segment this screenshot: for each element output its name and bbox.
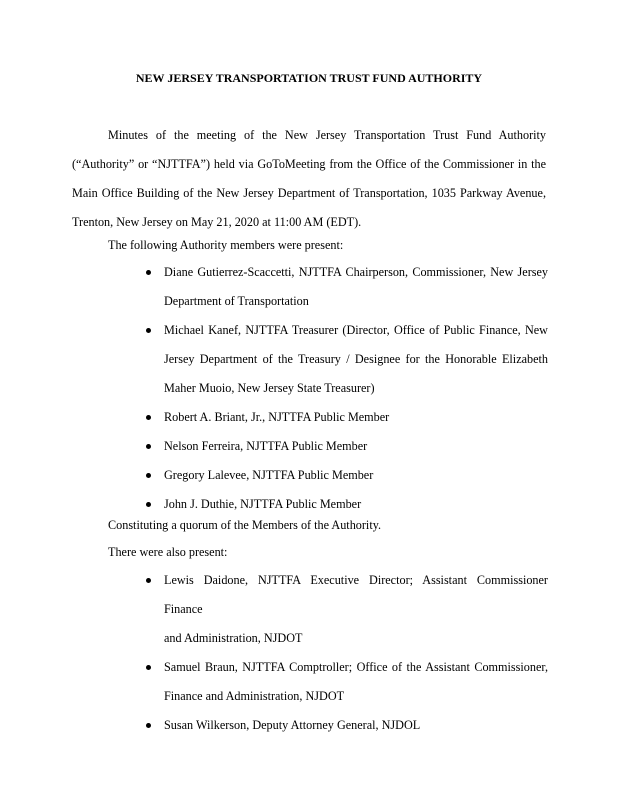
member-line: Jersey Department of the Treasury / Designee for the Honorable Elizabeth [164,352,548,366]
quorum-text: Constituting a quorum of the Members of the Authority. [108,518,382,532]
list-item [144,316,548,403]
attendee-line: Finance and Administration, NJDOT [164,689,345,703]
member-line: Michael Kanef, NJTTFA Treasurer (Director, Office of Public Finance, New [164,323,548,337]
list-item [144,258,548,316]
member-line: Robert A. Briant, Jr., NJTTFA Public Member [164,410,390,424]
bullet-icon [146,415,151,420]
attendee-line: and Administration, NJDOT [164,631,303,645]
members-list [144,258,548,519]
intro-line: Main Office Building of the New Jersey Department of Transportation, 1035 Parkway Avenue, [72,186,546,200]
member-line: Nelson Ferreira, NJTTFA Public Member [164,439,368,453]
document-title: NEW JERSEY TRANSPORTATION TRUST FUND AUTHORITY [135,71,483,85]
attendee-line: Lewis Daidone, NJTTFA Executive Director; Assistant Commissioner Finance [164,573,548,616]
list-item [144,461,548,490]
intro-line: Minutes of the meeting of the New Jersey Transportation Trust Fund Authority [108,128,546,142]
also-present-intro: There were also present: [108,545,228,559]
intro-paragraph [72,121,546,237]
attendee-line: Susan Wilkerson, Deputy Attorney General, NJDOL [164,718,421,732]
intro-line: (“Authority” or “NJTTFA”) held via GoToMeeting from the Office of the Commissioner in the [72,157,546,171]
members-intro: The following Authority members were present: [108,238,344,252]
list-item [144,432,548,461]
member-line: Gregory Lalevee, NJTTFA Public Member [164,468,374,482]
intro-line: Trenton, New Jersey on May 21, 2020 at 11:00 AM (EDT). [72,215,362,229]
member-line: Diane Gutierrez-Scaccetti, NJTTFA Chairperson, Commissioner, New Jersey [164,265,548,279]
bullet-icon [146,473,151,478]
bullet-icon [146,665,151,670]
member-line: John J. Duthie, NJTTFA Public Member [164,497,362,511]
list-item [144,566,548,653]
member-line: Department of Transportation [164,294,309,308]
bullet-icon [146,723,151,728]
also-present-list [144,566,548,740]
list-item [144,403,548,432]
list-item [144,711,548,740]
bullet-icon [146,444,151,449]
bullet-icon [146,328,151,333]
member-line: Maher Muoio, New Jersey State Treasurer) [164,381,375,395]
bullet-icon [146,502,151,507]
attendee-line: Samuel Braun, NJTTFA Comptroller; Office of the Assistant Commissioner, [164,660,548,674]
bullet-icon [146,270,151,275]
list-item [144,653,548,711]
bullet-icon [146,578,151,583]
